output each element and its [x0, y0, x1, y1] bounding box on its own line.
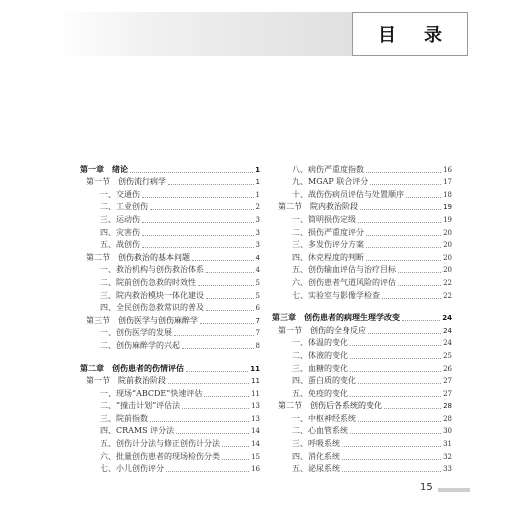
toc-entry-title: 五、免疫的变化 — [292, 388, 348, 398]
toc-entry-page: 28 — [443, 402, 452, 411]
toc-leader-dots — [206, 310, 254, 311]
header-gradient-band — [52, 12, 352, 56]
toc-entry-page: 1 — [255, 165, 260, 174]
toc-entry-section — [272, 200, 452, 213]
toc-entry-section — [80, 250, 260, 263]
toc-title-box — [352, 12, 468, 56]
toc-entry-page: 8 — [255, 341, 260, 350]
toc-leader-dots — [222, 459, 249, 460]
toc-leader-dots — [366, 172, 441, 173]
toc-entry-title: 第一节 创伤流行病学 — [86, 177, 166, 187]
toc-entry-item — [272, 238, 452, 251]
toc-entry-page: 4 — [255, 253, 260, 262]
toc-leader-dots — [142, 222, 254, 223]
toc-leader-dots — [350, 371, 441, 372]
toc-entry-title: 十、战伤伤病员评估与处置顺序 — [292, 189, 404, 199]
toc-entry-page: 25 — [443, 351, 452, 360]
toc-entry-item — [272, 263, 452, 276]
toc-entry-item — [272, 361, 452, 374]
toc-entry-section — [80, 374, 260, 387]
toc-leader-dots — [342, 471, 441, 472]
toc-entry-page: 5 — [255, 278, 260, 287]
toc-leader-dots — [398, 285, 441, 286]
toc-leader-dots — [366, 260, 441, 261]
toc-entry-title: 二、损伤严重度评分 — [292, 227, 364, 237]
toc-leader-dots — [200, 323, 254, 324]
toc-entry-section — [80, 313, 260, 326]
toc-entry-page: 22 — [443, 278, 452, 287]
toc-leader-dots — [182, 408, 249, 409]
toc-entry-title: 一、体温的变化 — [292, 338, 348, 348]
toc-entry-title: 一、创伤医学的发展 — [100, 328, 172, 338]
toc-entry-title: 三、血糖的变化 — [292, 363, 348, 373]
toc-leader-dots — [192, 260, 254, 261]
toc-leader-dots — [350, 345, 441, 346]
toc-entry-title: 八、病伤严重度指数 — [292, 164, 364, 174]
toc-entry-item — [80, 436, 260, 449]
toc-entry-page: 16 — [443, 165, 452, 174]
toc-entry-section — [272, 323, 452, 336]
toc-leader-dots — [366, 247, 441, 248]
toc-entry-page: 13 — [251, 402, 260, 411]
toc-entry-item — [272, 175, 452, 188]
toc-entry-title: 二、创伤麻醉学的兴起 — [100, 340, 180, 350]
toc-entry-chapter — [80, 162, 260, 175]
toc-entry-title: 四、消化系统 — [292, 451, 340, 461]
toc-leader-dots — [350, 396, 441, 397]
toc-leader-dots — [398, 272, 441, 273]
toc-leader-dots — [342, 446, 441, 447]
toc-entry-item — [80, 212, 260, 225]
toc-entry-item — [80, 301, 260, 314]
toc-entry-item — [80, 462, 260, 475]
toc-entry-item — [272, 411, 452, 424]
toc-entry-page: 5 — [255, 291, 260, 300]
toc-entry-item — [80, 238, 260, 251]
toc-entry-page: 4 — [255, 266, 260, 275]
page-number: 15 — [420, 482, 433, 493]
toc-leader-dots — [358, 383, 441, 384]
toc-entry-title: 二、工业创伤 — [100, 202, 148, 212]
toc-entry-page: 11 — [251, 389, 260, 398]
toc-leader-dots — [350, 433, 441, 434]
toc-entry-item — [272, 212, 452, 225]
toc-entry-page: 1 — [255, 178, 260, 187]
toc-title-char-2: 录 — [424, 25, 442, 46]
toc-entry-title: 三、呼吸系统 — [292, 439, 340, 449]
toc-entry-title: 六、创伤患者气道风险的评估 — [292, 277, 396, 287]
toc-leader-dots — [350, 358, 441, 359]
toc-entry-page: 7 — [255, 316, 260, 325]
toc-leader-dots — [166, 471, 249, 472]
toc-left-column — [80, 162, 260, 474]
toc-entry-page: 24 — [442, 314, 452, 323]
toc-entry-title: 第一节 院前救治阶段 — [86, 376, 166, 386]
toc-entry-page: 26 — [443, 364, 452, 373]
toc-leader-dots — [168, 383, 249, 384]
toc-entry-page: 27 — [443, 377, 452, 386]
toc-entry-item — [272, 436, 452, 449]
toc-entry-page: 3 — [255, 215, 260, 224]
toc-entry-title: 四、全民创伤急救常识的普及 — [100, 303, 204, 313]
toc-entry-item — [80, 338, 260, 351]
toc-entry-item — [272, 187, 452, 200]
toc-entry-title: 五、创伤计分法与修正创伤计分法 — [100, 439, 220, 449]
toc-leader-dots — [366, 235, 441, 236]
toc-entry-page: 24 — [443, 339, 452, 348]
toc-entry-title: 二、心血管系统 — [292, 426, 348, 436]
toc-entry-item — [272, 449, 452, 462]
toc-leader-dots — [176, 433, 249, 434]
toc-entry-title: 七、实验室与影像学检查 — [292, 290, 380, 300]
toc-leader-dots — [406, 197, 441, 198]
toc-entry-title: 二、“撞击计划”评估法 — [100, 401, 181, 411]
page-number-rule — [438, 488, 470, 492]
toc-entry-chapter — [272, 311, 452, 324]
toc-entry-title: 二、院前创伤急救的时效性 — [100, 277, 196, 287]
toc-entry-title: 九、MGAP 联合评分 — [292, 177, 369, 187]
toc-entry-title: 第二节 创伤救治的基本问题 — [86, 252, 190, 262]
toc-entry-item — [272, 424, 452, 437]
toc-leader-dots — [358, 222, 441, 223]
toc-entry-page: 14 — [251, 440, 260, 449]
toc-entry-page: 32 — [443, 452, 452, 461]
toc-entry-page: 3 — [255, 241, 260, 250]
toc-entry-title: 四、休克程度的判断 — [292, 252, 364, 262]
toc-entry-title: 四、灾害伤 — [100, 227, 140, 237]
toc-leader-dots — [174, 335, 254, 336]
toc-entry-item — [80, 386, 260, 399]
toc-leader-dots — [182, 348, 254, 349]
toc-entry-section — [80, 175, 260, 188]
toc-entry-item — [272, 288, 452, 301]
toc-entry-title: 一、交通伤 — [100, 189, 140, 199]
toc-entry-page: 30 — [443, 427, 452, 436]
toc-entry-title: 一、现场“ABCDE”快速评估 — [100, 388, 203, 398]
toc-entry-section — [272, 399, 452, 412]
toc-leader-dots — [150, 209, 254, 210]
toc-title-char-1: 目 — [378, 25, 396, 46]
toc-leader-dots — [368, 333, 441, 334]
toc-entry-page: 11 — [251, 377, 260, 386]
toc-entry-title: 第二节 创伤后各系统的变化 — [278, 401, 382, 411]
toc-entry-item — [80, 200, 260, 213]
toc-entry-title: 三、院内救治模块一体化建设 — [100, 290, 204, 300]
toc-entry-page: 1 — [255, 190, 260, 199]
toc-entry-title: 七、小儿创伤评分 — [100, 464, 164, 474]
toc-leader-dots — [198, 285, 254, 286]
toc-entry-title: 四、CRAMS 评分法 — [100, 426, 175, 436]
toc-entry-item — [80, 275, 260, 288]
toc-entry-item — [80, 399, 260, 412]
toc-entry-page: 2 — [255, 203, 260, 212]
toc-leader-dots — [370, 184, 441, 185]
toc-entry-page: 14 — [251, 427, 260, 436]
toc-entry-item — [80, 225, 260, 238]
toc-leader-dots — [130, 172, 253, 173]
toc-entry-title: 第二节 院内救治阶段 — [278, 202, 358, 212]
toc-entry-title: 一、简明损伤定级 — [292, 214, 356, 224]
toc-entry-title: 一、救治机构与创伤救治体系 — [100, 265, 204, 275]
toc-entry-page: 20 — [443, 241, 452, 250]
toc-leader-dots — [342, 459, 441, 460]
toc-leader-dots — [382, 298, 441, 299]
toc-entry-page: 11 — [250, 364, 260, 373]
toc-leader-dots — [186, 371, 248, 372]
toc-entry-page: 22 — [443, 291, 452, 300]
toc-entry-page: 31 — [443, 440, 452, 449]
toc-leader-dots — [206, 272, 254, 273]
toc-leader-dots — [360, 209, 441, 210]
toc-entry-page: 24 — [443, 326, 452, 335]
toc-entry-page: 19 — [443, 215, 452, 224]
toc-entry-page: 20 — [443, 253, 452, 262]
toc-entry-title: 三、院前指数 — [100, 413, 148, 423]
toc-entry-item — [272, 225, 452, 238]
toc-leader-dots — [384, 408, 441, 409]
toc-entry-item — [80, 326, 260, 339]
toc-leader-dots — [206, 298, 254, 299]
toc-entry-title: 四、蛋白质的变化 — [292, 376, 356, 386]
toc-entry-page: 13 — [251, 414, 260, 423]
toc-entry-item — [272, 250, 452, 263]
toc-leader-dots — [168, 184, 254, 185]
toc-entry-item — [272, 374, 452, 387]
toc-entry-page: 7 — [255, 329, 260, 338]
toc-entry-item — [80, 263, 260, 276]
toc-entry-item — [272, 336, 452, 349]
toc-entry-title: 第二章 创伤患者的伤情评估 — [80, 363, 184, 373]
toc-entry-page: 20 — [443, 266, 452, 275]
toc-entry-chapter — [80, 361, 260, 374]
toc-leader-dots — [222, 446, 249, 447]
toc-entry-page: 15 — [251, 452, 260, 461]
toc-entry-item — [80, 411, 260, 424]
toc-entry-page: 20 — [443, 228, 452, 237]
toc-entry-page: 28 — [443, 414, 452, 423]
toc-leader-dots — [402, 320, 440, 321]
toc-entry-title: 六、批量创伤患者的现场检伤分类 — [100, 451, 220, 461]
toc-entry-item — [272, 348, 452, 361]
toc-entry-page: 33 — [443, 465, 452, 474]
toc-entry-item — [80, 424, 260, 437]
toc-entry-page: 3 — [255, 228, 260, 237]
toc-entry-title: 二、体液的变化 — [292, 350, 348, 360]
toc-leader-dots — [150, 421, 249, 422]
toc-entry-title: 第三节 创伤医学与创伤麻醉学 — [86, 315, 198, 325]
toc-entry-item — [80, 288, 260, 301]
toc-leader-dots — [142, 197, 254, 198]
toc-entry-title: 第一章 绪论 — [80, 164, 128, 174]
toc-entry-title: 第三章 创伤患者的病理生理学改变 — [272, 313, 400, 323]
toc-entry-page: 18 — [443, 190, 452, 199]
toc-entry-page: 17 — [443, 178, 452, 187]
toc-leader-dots — [142, 247, 254, 248]
toc-entry-page: 19 — [443, 203, 452, 212]
toc-entry-item — [272, 462, 452, 475]
toc-entry-item — [272, 275, 452, 288]
toc-entry-title: 一、中枢神经系统 — [292, 413, 356, 423]
toc-leader-dots — [204, 396, 249, 397]
toc-entry-title: 三、运动伤 — [100, 214, 140, 224]
toc-entry-item — [80, 187, 260, 200]
toc-entry-title: 五、创伤输血评估与治疗目标 — [292, 265, 396, 275]
toc-entry-title: 第一节 创伤的全身反应 — [278, 325, 366, 335]
toc-entry-title: 五、战创伤 — [100, 240, 140, 250]
toc-leader-dots — [358, 421, 441, 422]
toc-leader-dots — [142, 235, 254, 236]
toc-entry-page: 6 — [255, 304, 260, 313]
toc-entry-item — [80, 449, 260, 462]
toc-entry-title: 五、泌尿系统 — [292, 464, 340, 474]
toc-entry-item — [272, 162, 452, 175]
toc-right-column — [272, 162, 452, 474]
toc-entry-page: 16 — [251, 465, 260, 474]
toc-entry-title: 三、多发伤评分方案 — [292, 240, 364, 250]
toc-entry-item — [272, 386, 452, 399]
toc-entry-page: 27 — [443, 389, 452, 398]
